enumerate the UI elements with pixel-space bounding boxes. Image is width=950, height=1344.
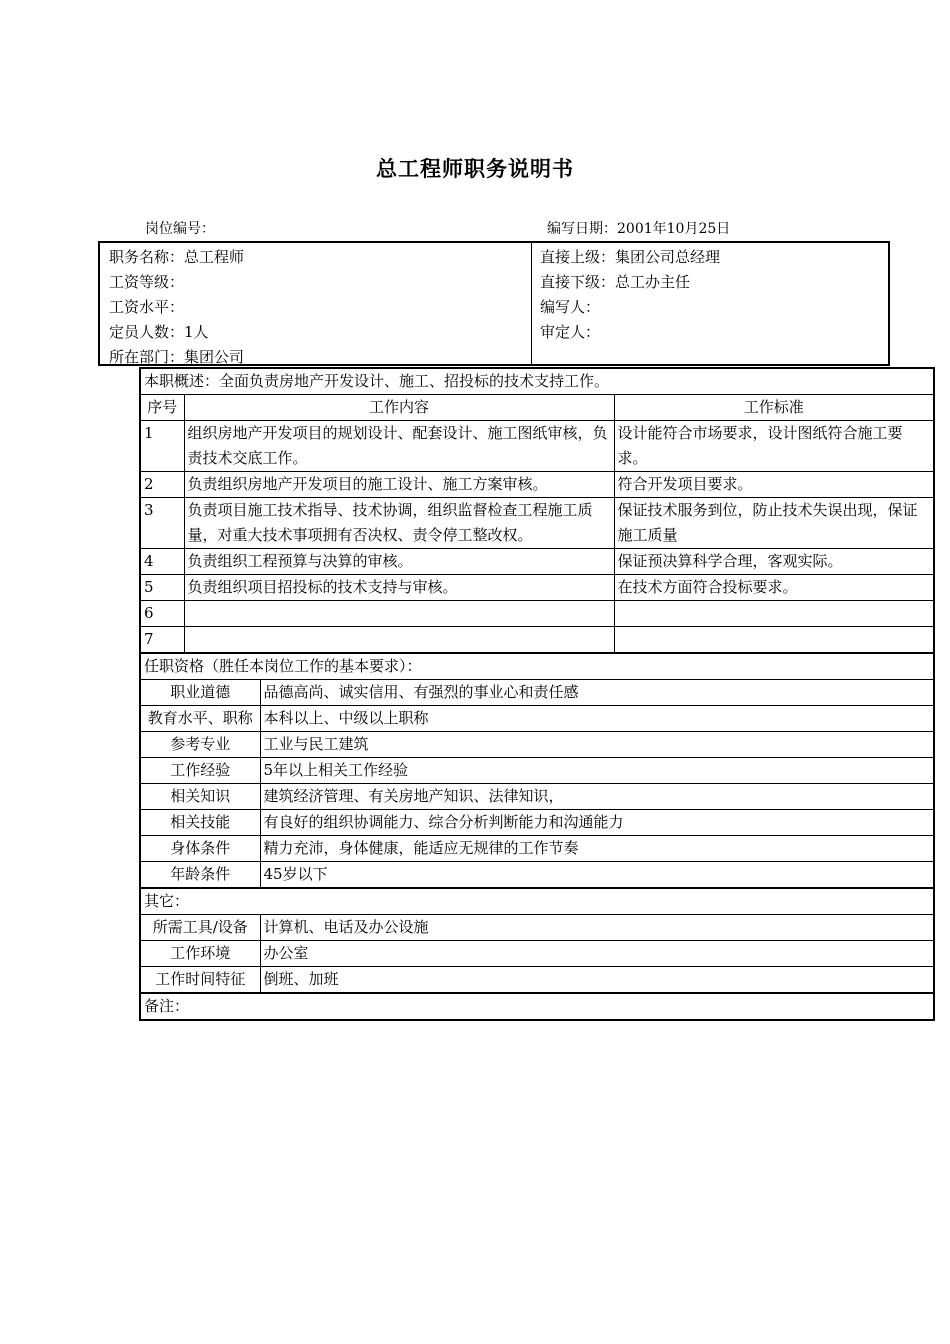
salary-grade-field: 工资等级： — [109, 273, 185, 291]
other-row — [140, 941, 934, 967]
direct-superior-field: 直接上级：集团公司总经理 — [540, 248, 721, 266]
page-title: 总工程师职务说明书 — [376, 157, 574, 181]
duty-content: 组织房地产开发项目的规划设计、配套设计、施工图纸审核，负责技术交底工作。 — [184, 421, 614, 472]
qualification-value: 本科以上、中级以上职称 — [260, 706, 934, 732]
duty-standard — [614, 627, 934, 654]
duties-header-row — [140, 395, 934, 421]
duty-content: 负责组织项目招投标的技术支持与审核。 — [184, 575, 614, 601]
job-info-right — [540, 245, 720, 345]
duty-content — [184, 601, 614, 627]
qualification-row — [140, 680, 934, 706]
duty-row — [140, 601, 934, 627]
summary-row — [140, 368, 934, 395]
duty-row — [140, 549, 934, 575]
qualification-label: 教育水平、职称 — [140, 706, 260, 732]
qualification-label: 职业道德 — [140, 680, 260, 706]
duty-row — [140, 575, 934, 601]
other-value: 倒班、加班 — [260, 967, 934, 994]
other-label: 工作时间特征 — [140, 967, 260, 994]
qualification-value: 品德高尚、诚实信用、有强烈的事业心和责任感 — [260, 680, 934, 706]
other-label: 工作环境 — [140, 941, 260, 967]
duty-no: 3 — [140, 498, 184, 549]
qualification-label: 相关知识 — [140, 784, 260, 810]
position-number-label: 岗位编号： — [145, 221, 215, 237]
remarks-row — [140, 993, 934, 1020]
qualification-row — [140, 706, 934, 732]
job-summary: 本职概述：全面负责房地产开发设计、施工、招投标的技术支持工作。 — [140, 368, 934, 395]
qualification-value: 45岁以下 — [260, 862, 934, 889]
qualification-row — [140, 810, 934, 836]
qualification-row — [140, 732, 934, 758]
direct-subordinate-field: 直接下级：总工办主任 — [540, 273, 691, 291]
col-header-no: 序号 — [140, 395, 184, 421]
qualification-row — [140, 836, 934, 862]
duty-no: 4 — [140, 549, 184, 575]
other-heading-row — [140, 888, 934, 915]
qualification-label: 参考专业 — [140, 732, 260, 758]
other-row — [140, 915, 934, 941]
job-title-field: 职务名称：总工程师 — [109, 248, 245, 266]
duty-standard: 在技术方面符合投标要求。 — [614, 575, 934, 601]
qualification-value: 有良好的组织协调能力、综合分析判断能力和沟通能力 — [260, 810, 934, 836]
job-info-box — [98, 241, 890, 366]
duty-standard: 符合开发项目要求。 — [614, 472, 934, 498]
duty-row — [140, 627, 934, 654]
other-heading: 其它： — [140, 888, 934, 915]
qualification-label: 工作经验 — [140, 758, 260, 784]
duty-row — [140, 498, 934, 549]
duty-no: 2 — [140, 472, 184, 498]
qualification-label: 相关技能 — [140, 810, 260, 836]
qualifications-heading-row — [140, 653, 934, 680]
col-header-standard: 工作标准 — [614, 395, 934, 421]
qualification-label: 年龄条件 — [140, 862, 260, 889]
qualification-row — [140, 758, 934, 784]
duty-row — [140, 472, 934, 498]
qualification-value: 精力充沛，身体健康，能适应无规律的工作节奏 — [260, 836, 934, 862]
qualification-row — [140, 784, 934, 810]
duty-content: 负责项目施工技术指导、技术协调，组织监督检查工程施工质量，对重大技术事项拥有否决权、责令停工整改权。 — [184, 498, 614, 549]
header-divider — [531, 243, 532, 364]
job-description-table — [139, 367, 935, 1021]
qualification-row — [140, 862, 934, 889]
duty-no: 7 — [140, 627, 184, 654]
approver-field: 审定人： — [540, 323, 601, 341]
duty-row — [140, 421, 934, 472]
other-row — [140, 967, 934, 994]
other-value: 办公室 — [260, 941, 934, 967]
col-header-content: 工作内容 — [184, 395, 614, 421]
duty-content: 负责组织工程预算与决算的审核。 — [184, 549, 614, 575]
other-label: 所需工具/设备 — [140, 915, 260, 941]
salary-level-field: 工资水平： — [109, 298, 185, 316]
job-info-left — [109, 245, 244, 370]
qualifications-heading: 任职资格（胜任本岗位工作的基本要求）： — [140, 653, 934, 680]
duty-no: 1 — [140, 421, 184, 472]
duty-no: 5 — [140, 575, 184, 601]
written-date: 编写日期：2001年10月25日 — [547, 221, 731, 237]
duty-standard: 保证预决算科学合理，客观实际。 — [614, 549, 934, 575]
duty-content — [184, 627, 614, 654]
headcount-field: 定员人数：1人 — [109, 323, 209, 341]
department-field: 所在部门：集团公司 — [109, 348, 245, 366]
duty-standard: 设计能符合市场要求，设计图纸符合施工要求。 — [614, 421, 934, 472]
duty-no: 6 — [140, 601, 184, 627]
other-value: 计算机、电话及办公设施 — [260, 915, 934, 941]
duty-standard — [614, 601, 934, 627]
qualification-value: 建筑经济管理、有关房地产知识、法律知识， — [260, 784, 934, 810]
author-field: 编写人： — [540, 298, 601, 316]
qualification-value: 5年以上相关工作经验 — [260, 758, 934, 784]
qualification-value: 工业与民工建筑 — [260, 732, 934, 758]
duty-content: 负责组织房地产开发项目的施工设计、施工方案审核。 — [184, 472, 614, 498]
qualification-label: 身体条件 — [140, 836, 260, 862]
remarks: 备注： — [140, 993, 934, 1020]
duty-standard: 保证技术服务到位，防止技术失误出现，保证施工质量 — [614, 498, 934, 549]
